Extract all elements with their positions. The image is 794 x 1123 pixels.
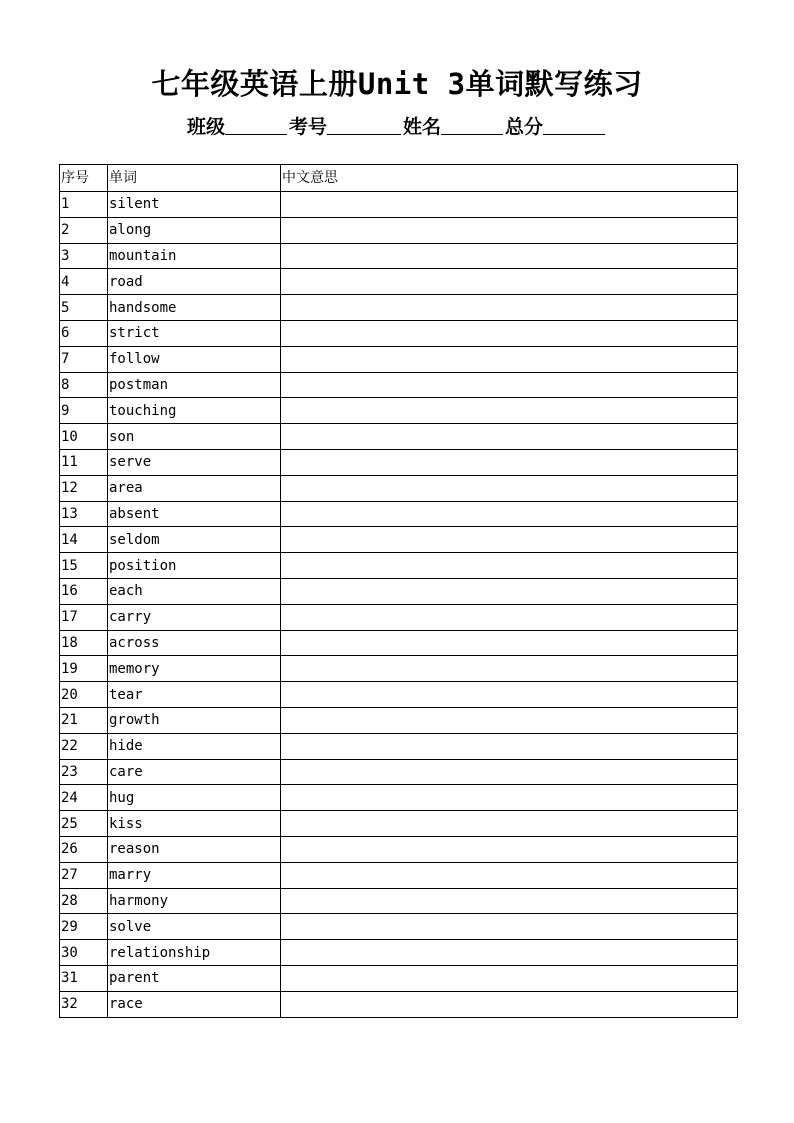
row-meaning-answer-cell[interactable] <box>281 940 738 966</box>
row-number: 13 <box>60 501 108 527</box>
row-number: 15 <box>60 553 108 579</box>
row-word: hide <box>108 733 281 759</box>
table-row <box>60 759 738 785</box>
row-meaning-answer-cell[interactable] <box>281 785 738 811</box>
row-word: kiss <box>108 811 281 837</box>
row-number: 21 <box>60 707 108 733</box>
row-meaning-answer-cell[interactable] <box>281 320 738 346</box>
row-meaning-answer-cell[interactable] <box>281 501 738 527</box>
table-row <box>60 372 738 398</box>
table-row <box>60 527 738 553</box>
table-row <box>60 501 738 527</box>
class-blank[interactable] <box>225 116 287 135</box>
row-number: 31 <box>60 965 108 991</box>
row-number: 29 <box>60 914 108 940</box>
table-row <box>60 811 738 837</box>
exam-number-label: 考号 <box>288 116 327 138</box>
row-meaning-answer-cell[interactable] <box>281 553 738 579</box>
row-meaning-answer-cell[interactable] <box>281 630 738 656</box>
row-number: 8 <box>60 372 108 398</box>
table-row <box>60 217 738 243</box>
row-word: postman <box>108 372 281 398</box>
row-word: handsome <box>108 295 281 321</box>
row-number: 28 <box>60 888 108 914</box>
row-word: serve <box>108 449 281 475</box>
row-word: tear <box>108 682 281 708</box>
table-row <box>60 888 738 914</box>
name-label: 姓名 <box>403 116 442 138</box>
row-meaning-answer-cell[interactable] <box>281 811 738 837</box>
table-row <box>60 243 738 269</box>
header-number: 序号 <box>60 165 108 192</box>
row-number: 14 <box>60 527 108 553</box>
row-word: race <box>108 991 281 1017</box>
table-row <box>60 424 738 450</box>
row-meaning-answer-cell[interactable] <box>281 217 738 243</box>
row-meaning-answer-cell[interactable] <box>281 991 738 1017</box>
row-meaning-answer-cell[interactable] <box>281 656 738 682</box>
table-row <box>60 320 738 346</box>
row-number: 23 <box>60 759 108 785</box>
row-meaning-answer-cell[interactable] <box>281 449 738 475</box>
row-word: along <box>108 217 281 243</box>
table-row <box>60 630 738 656</box>
row-word: harmony <box>108 888 281 914</box>
row-number: 24 <box>60 785 108 811</box>
page-title: 七年级英语上册Unit 3单词默写练习 <box>151 67 643 101</box>
row-meaning-answer-cell[interactable] <box>281 475 738 501</box>
row-word: memory <box>108 656 281 682</box>
row-number: 25 <box>60 811 108 837</box>
row-meaning-answer-cell[interactable] <box>281 346 738 372</box>
row-word: care <box>108 759 281 785</box>
student-info-line <box>0 112 794 139</box>
row-word: relationship <box>108 940 281 966</box>
table-row <box>60 914 738 940</box>
table-row <box>60 862 738 888</box>
row-number: 2 <box>60 217 108 243</box>
row-word: position <box>108 553 281 579</box>
table-row <box>60 733 738 759</box>
row-number: 10 <box>60 424 108 450</box>
row-meaning-answer-cell[interactable] <box>281 862 738 888</box>
row-word: each <box>108 578 281 604</box>
score-label: 总分 <box>505 116 544 138</box>
row-number: 4 <box>60 269 108 295</box>
row-word: carry <box>108 604 281 630</box>
row-word: son <box>108 424 281 450</box>
row-number: 11 <box>60 449 108 475</box>
table-row <box>60 965 738 991</box>
table-row <box>60 398 738 424</box>
row-word: reason <box>108 836 281 862</box>
row-word: growth <box>108 707 281 733</box>
row-meaning-answer-cell[interactable] <box>281 604 738 630</box>
row-number: 26 <box>60 836 108 862</box>
row-word: follow <box>108 346 281 372</box>
row-number: 18 <box>60 630 108 656</box>
row-word: mountain <box>108 243 281 269</box>
row-number: 30 <box>60 940 108 966</box>
table-row <box>60 449 738 475</box>
exam-number-blank[interactable] <box>327 116 401 135</box>
row-meaning-answer-cell[interactable] <box>281 759 738 785</box>
table-row <box>60 295 738 321</box>
row-word: area <box>108 475 281 501</box>
row-meaning-answer-cell[interactable] <box>281 398 738 424</box>
row-meaning-answer-cell[interactable] <box>281 965 738 991</box>
row-number: 6 <box>60 320 108 346</box>
vocabulary-table <box>59 164 738 1018</box>
row-meaning-answer-cell[interactable] <box>281 243 738 269</box>
table-row <box>60 991 738 1017</box>
row-meaning-answer-cell[interactable] <box>281 682 738 708</box>
row-word: seldom <box>108 527 281 553</box>
table-row <box>60 578 738 604</box>
table-row <box>60 682 738 708</box>
score-blank[interactable] <box>543 116 605 135</box>
row-number: 1 <box>60 192 108 218</box>
row-meaning-answer-cell[interactable] <box>281 836 738 862</box>
row-number: 5 <box>60 295 108 321</box>
header-meaning: 中文意思 <box>281 165 738 192</box>
table-row <box>60 192 738 218</box>
class-label: 班级 <box>186 116 225 138</box>
row-meaning-answer-cell[interactable] <box>281 269 738 295</box>
row-number: 16 <box>60 578 108 604</box>
row-word: road <box>108 269 281 295</box>
table-row <box>60 604 738 630</box>
row-meaning-answer-cell[interactable] <box>281 707 738 733</box>
table-header-row <box>60 165 738 192</box>
name-blank[interactable] <box>441 116 503 135</box>
table-row <box>60 475 738 501</box>
row-meaning-answer-cell[interactable] <box>281 527 738 553</box>
table-row <box>60 707 738 733</box>
row-number: 32 <box>60 991 108 1017</box>
row-word: silent <box>108 192 281 218</box>
row-meaning-answer-cell[interactable] <box>281 578 738 604</box>
row-word: hug <box>108 785 281 811</box>
row-word: touching <box>108 398 281 424</box>
row-meaning-answer-cell[interactable] <box>281 192 738 218</box>
header-word: 单词 <box>108 165 281 192</box>
row-meaning-answer-cell[interactable] <box>281 733 738 759</box>
row-word: parent <box>108 965 281 991</box>
row-meaning-answer-cell[interactable] <box>281 888 738 914</box>
row-word: strict <box>108 320 281 346</box>
row-number: 27 <box>60 862 108 888</box>
row-word: marry <box>108 862 281 888</box>
row-word: solve <box>108 914 281 940</box>
table-row <box>60 346 738 372</box>
table-row <box>60 553 738 579</box>
row-word: across <box>108 630 281 656</box>
table-row <box>60 656 738 682</box>
row-number: 17 <box>60 604 108 630</box>
table-row <box>60 785 738 811</box>
row-number: 22 <box>60 733 108 759</box>
row-number: 3 <box>60 243 108 269</box>
row-number: 12 <box>60 475 108 501</box>
row-meaning-answer-cell[interactable] <box>281 914 738 940</box>
row-meaning-answer-cell[interactable] <box>281 295 738 321</box>
row-meaning-answer-cell[interactable] <box>281 372 738 398</box>
table-row <box>60 269 738 295</box>
row-word: absent <box>108 501 281 527</box>
row-number: 19 <box>60 656 108 682</box>
table-row <box>60 836 738 862</box>
row-meaning-answer-cell[interactable] <box>281 424 738 450</box>
row-number: 7 <box>60 346 108 372</box>
row-number: 9 <box>60 398 108 424</box>
row-number: 20 <box>60 682 108 708</box>
table-row <box>60 940 738 966</box>
